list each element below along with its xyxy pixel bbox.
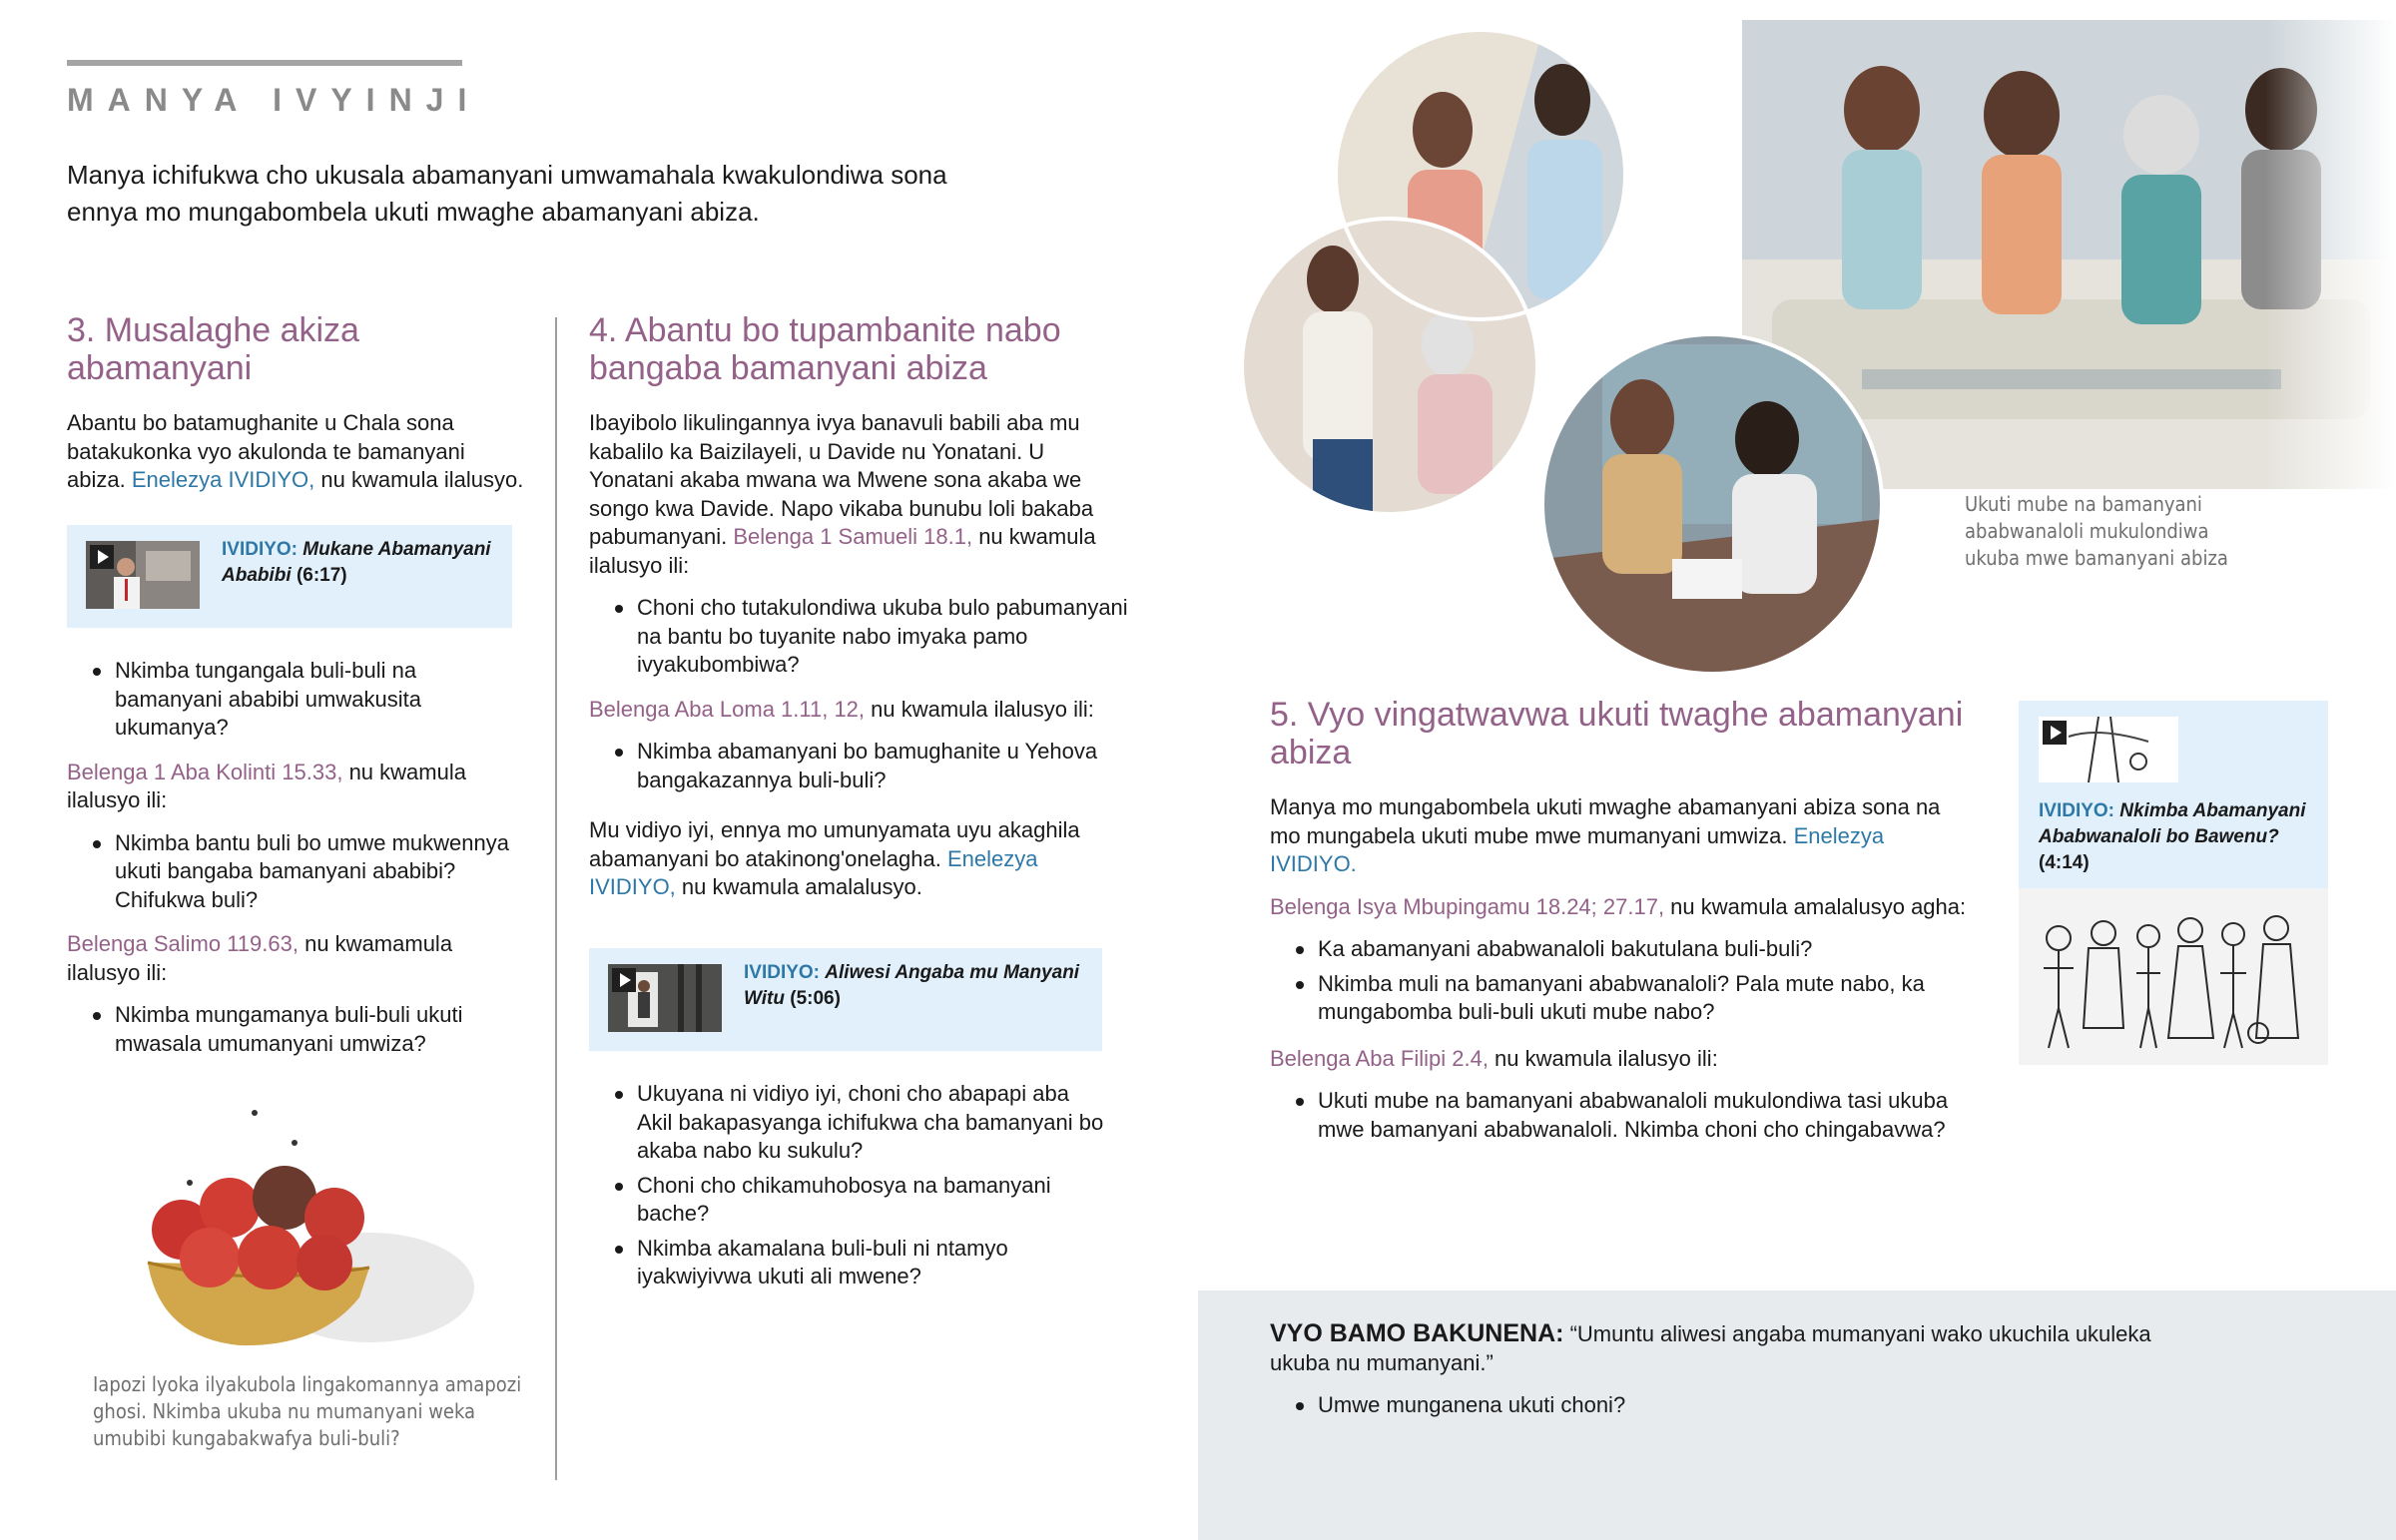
video-duration: (6:17) — [296, 565, 347, 586]
apple-caption: Iapozi lyoka ilyakubola lingakomannya amapozi ghosi. Nkimba ukuba nu mumanyani weka umubibi kungabakwafya buli-buli? — [93, 1372, 522, 1450]
scripture-reference: Belenga Aba Loma 1.11, 12, nu kwamula ilalusyo ili: — [589, 696, 1094, 722]
video-title: Nkimba Abamanyani Ababwanaloli bo Bawenu? — [2039, 800, 2306, 847]
video-card-text: IVIDIYO: Aliwesi Angaba mu Manyani Witu (5:06) — [744, 962, 1080, 1009]
video-thumbnail — [86, 541, 200, 609]
question-item: Choni cho tutakulondiwa ukuba bulo pabumanyani na bantu bo tuyanite nabo imyaka pamo ivyakubombiwa? — [589, 594, 1128, 680]
section-4-paragraph-2: Mu vidiyo iyi, ennya mo umunyamata uyu akaghila abamanyani bo atakinong'onelagha. Enelezya IVIDIYO, nu kwamula amalalusyo. — [589, 817, 1080, 899]
video-thumbnail — [2039, 717, 2178, 782]
question-item: Umwe munganena ukuti choni? — [1270, 1391, 2208, 1420]
quote-label: VYO BAMO BAKUNENA: — [1270, 1319, 1564, 1347]
question-item: Ka abamanyani ababwanaloli bakutulana buli-buli? — [1270, 935, 1989, 964]
section-3 — [67, 311, 526, 495]
question-item: Ukuti mube na bamanyani ababwanaloli mukulondiwa tasi ukuba mwe bamanyani ababwanaloli. Nkimba choni cho chingabavwa? — [1270, 1087, 1989, 1144]
section-kicker: MANYA IVYINJI — [67, 82, 481, 118]
quote-paragraph — [1270, 1319, 2208, 1377]
video-title: Mukane Abamanyani Ababibi — [222, 539, 491, 586]
video-people-sketch — [2019, 888, 2328, 1065]
section-4-paragraph: Ibayibolo likulingannya ivya banavuli babili aba mu kabalilo ka Baizilayeli, u Davide nu Yonatani. U Yonatani akaba mwana wa Mwene sona akaba we songo kwa Davide. Napo vikaba bunubu loli bakaba pabumanyani. Belenga 1 Samueli 18.1, nu kwamula ilalusyo ili: — [589, 410, 1096, 578]
video-link[interactable]: Enelezya IVIDIYO, — [589, 845, 1038, 899]
section-5-paragraph: Manya mo mungabombela ukuti mwaghe abamanyani abiza sona na mo mungabela ukuti mube mwe mumanyani umwiza. Enelezya IVIDIYO. — [1270, 794, 1941, 876]
quote-text: “Umuntu aliwesi angaba mumanyani wako ukuchila ukuleka ukuba nu mumanyani.” — [1270, 1321, 2151, 1375]
section-4-heading: 4. Abantu bo tupambanite nabo bangaba bamanyani abiza — [589, 311, 1061, 387]
play-icon — [2043, 721, 2067, 745]
question-item: Nkimba abamanyani bo bamughanite u Yehova bangakazannya buli-buli? — [589, 738, 1128, 794]
friends-illustration — [1243, 0, 2396, 689]
column-divider — [555, 317, 557, 1480]
question-item: Ukuyana ni vidiyo iyi, choni cho abapapi aba Akil bakapasyanga ichifukwa cha bamanyani bo akaba nabo ku sukulu? — [589, 1080, 1108, 1166]
video-link[interactable]: Enelezya IVIDIYO. — [1270, 822, 1885, 876]
video-title: Aliwesi Angaba mu Manyani Witu — [744, 962, 1080, 1009]
video-card-true-friends[interactable] — [2019, 701, 2328, 1065]
video-duration: (5:06) — [790, 988, 841, 1009]
section-4-questions — [589, 1080, 1108, 1291]
question-item: Nkimba mungamanya buli-buli ukuti mwasala umumanyani umwiza? — [67, 1001, 526, 1058]
video-duration: (4:14) — [2039, 852, 2090, 873]
section-3-questions — [67, 657, 526, 1058]
scripture-reference: Belenga Salimo 119.63, nu kwamamula ilalusyo ili: — [67, 931, 453, 985]
play-icon — [90, 545, 114, 569]
section-5-heading: 5. Vyo vingatwavwa ukuti twaghe abamanyani abiza — [1270, 696, 1964, 771]
apple-bowl-illustration — [130, 1098, 479, 1357]
section-5 — [1270, 696, 1989, 1144]
scripture-reference: Belenga 1 Aba Kolinti 15.33, nu kwamula ilalusyo ili: — [67, 759, 466, 812]
scripture-reference: Belenga Aba Filipi 2.4, nu kwamula ilalusyo ili: — [1270, 1045, 1718, 1071]
question-item: Choni cho chikamuhobosya na bamanyani bache? — [589, 1172, 1108, 1229]
question-item: Nkimba akamalana buli-buli ni ntamyo iyakwiyivwa ukuti ali mwene? — [589, 1235, 1108, 1291]
video-link[interactable]: Enelezya IVIDIYO, — [131, 467, 315, 492]
video-card-bad-friends[interactable] — [67, 525, 512, 628]
intro-text: Manya ichifukwa cho ukusala abamanyani umwamahala kwakulondiwa sona ennya mo mungabombela ukuti mwaghe abamanyani abiza. — [67, 160, 947, 227]
video-thumbnail — [608, 964, 722, 1032]
video-card-akil[interactable] — [589, 948, 1102, 1051]
section-4 — [589, 311, 1128, 902]
question-item: Nkimba tungangala buli-buli na bamanyani ababibi umwakusita ukumanya? — [67, 657, 526, 743]
video-card-text: IVIDIYO: Nkimba Abamanyani Ababwanaloli bo Bawenu? (4:14) — [2039, 800, 2306, 873]
play-icon — [612, 968, 636, 992]
question-item: Nkimba bantu buli bo umwe mukwennya ukuti bangaba bamanyani ababibi? Chifukwa buli? — [67, 829, 526, 915]
section-3-paragraph: Abantu bo batamughanite u Chala sona batakukonka vyo akulonda te bamanyani abiza. Enelezya IVIDIYO, nu kwamula ilalusyo. — [67, 410, 524, 492]
question-item: Nkimba muli na bamanyani ababwanaloli? Pala mute nabo, ka mungabomba buli-buli ukuti mube nabo? — [1270, 970, 1967, 1027]
friends-caption: Ukuti mube na bamanyani ababwanaloli mukulondiwa ukuba mwe bamanyani abiza — [1965, 492, 2228, 570]
what-some-say-content — [1270, 1319, 2208, 1420]
section-3-heading: 3. Musalaghe akiza abamanyani — [67, 311, 359, 387]
scripture-reference: Belenga Isya Mbupingamu 18.24; 27.17, nu kwamula amalalusyo agha: — [1270, 893, 1967, 919]
video-card-text: IVIDIYO: Mukane Abamanyani Ababibi (6:17) — [222, 539, 491, 586]
header-rule — [67, 60, 462, 66]
